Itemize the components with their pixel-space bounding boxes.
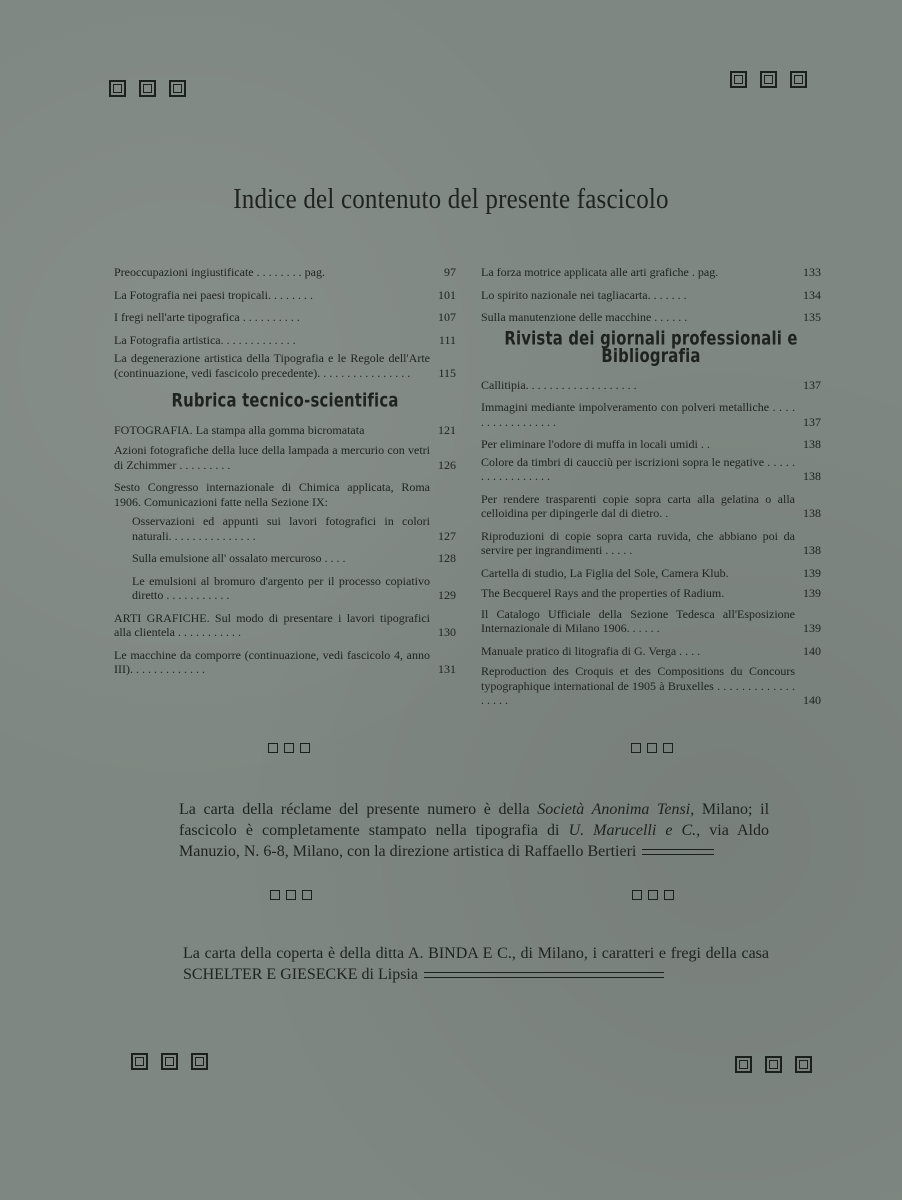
toc-entry[interactable] (481, 378, 821, 393)
square-ornament-icon (109, 80, 126, 97)
section-heading: Rubrica tecnico-scientifica (171, 389, 399, 412)
square-ornament-icon (169, 80, 186, 97)
toc-entry-title: I fregi nell'arte tipografica . . . . . . . . . . (114, 310, 300, 324)
toc-entry[interactable] (481, 437, 821, 452)
toc-entry-title: Le macchine da comporre (continuazione, vedi fascicolo 4, anno III). . . . . . . . . . . . . (114, 647, 430, 676)
note-text: La carta della coperta è della ditta A. BINDA E C., di Milano, i caratteri e fregi della casa SCHELTER E GIESECKE di Lipsia (183, 945, 769, 983)
square-ornament-icon (790, 71, 807, 88)
ornament-bottom-right (735, 1056, 812, 1073)
square-ornament-icon (286, 890, 296, 900)
toc-entry-page: 111 (438, 332, 456, 347)
square-ornament-icon (664, 890, 674, 900)
toc-entry-page: 134 (803, 287, 821, 302)
note-printer-name: U. Marucelli e C., (568, 822, 701, 839)
cover-note (183, 943, 769, 985)
toc-entry-page: 131 (438, 662, 456, 676)
ornament-mid-right (631, 743, 673, 753)
square-ornament-icon (647, 743, 657, 753)
note-company-name: Società Anonima Tensi, (537, 801, 695, 818)
toc-entry[interactable] (114, 265, 456, 280)
toc-entry-page: 121 (438, 422, 456, 437)
square-ornament-icon (795, 1056, 812, 1073)
toc-entry-title: Lo spirito nazionale nei tagliacarta. . . . . . . (481, 287, 687, 302)
note-text: La carta della réclame del presente numero è della (179, 801, 538, 818)
ornament-top-right (730, 71, 807, 88)
toc-entry[interactable] (114, 574, 456, 603)
ornament-top-left (109, 80, 186, 97)
toc-entry-title: La degenerazione artistica della Tipografia e le Regole dell'Arte (continuazione, vedi fascicolo precedente). . . . . . . . . . . . . . . . (114, 351, 430, 380)
toc-entry-title: Osservazioni ed appunti sui lavori fotografici in colori naturali. . . . . . . . . . . . . . . (132, 514, 430, 543)
toc-entry-title: La Fotografia nei paesi tropicali. . . . . . . . (114, 287, 313, 302)
square-ornament-icon (161, 1053, 178, 1070)
toc-entry-title: La forza motrice applicata alle arti grafiche . pag. (481, 265, 719, 279)
square-ornament-icon (735, 1056, 752, 1073)
toc-entry[interactable] (481, 492, 821, 521)
toc-entry-title: Sesto Congresso internazionale di Chimica applicata, Roma 1906. Comunicazioni fatte nella Sezione IX: (114, 480, 430, 509)
toc-entry-page: 138 (803, 506, 821, 520)
toc-entry-page: 135 (803, 310, 821, 324)
toc-entry[interactable] (114, 351, 456, 380)
toc-entry-page: 101 (438, 287, 456, 302)
toc-entry[interactable] (114, 310, 456, 325)
toc-entry[interactable] (481, 586, 821, 601)
toc-entry[interactable] (481, 455, 821, 484)
square-ornament-icon (131, 1053, 148, 1070)
toc-entry-title: Il Catalogo Ufficiale della Sezione Tedesca all'Esposizione Internazionale di Milano 1906. . . . . . (481, 606, 795, 635)
toc-entry-title: Sulla manutenzione delle macchine . . . . . . (481, 310, 688, 324)
ornament-lower-right (632, 890, 674, 900)
toc-entry-page: 138 (803, 469, 821, 483)
toc-entry[interactable] (481, 644, 821, 659)
square-ornament-icon (302, 890, 312, 900)
toc-entry-title: Manuale pratico di litografia di G. Verga . . . . (481, 643, 701, 658)
square-ornament-icon (284, 743, 294, 753)
toc-entry-page: 138 (803, 437, 821, 451)
square-ornament-icon (270, 890, 280, 900)
toc-entry-title: Azioni fotografiche della luce della lampada a mercurio con vetri di Zchimmer . . . . . . . . . (114, 443, 430, 472)
toc-entry-page: 133 (803, 265, 821, 279)
toc-entry-title: FOTOGRAFIA. La stampa alla gomma bicromatata (114, 422, 365, 437)
toc-entry-title: Per rendere trasparenti copie sopra carta alla gelatina o alla celloidina per dipingerle dal di dietro. . (481, 491, 795, 520)
square-ornament-icon (632, 890, 642, 900)
toc-entry[interactable] (481, 664, 821, 708)
toc-entry-title: The Becquerel Rays and the properties of Radium. (481, 586, 725, 600)
toc-entry-page: 97 (444, 265, 456, 279)
section-heading: Rivista dei giornali professionali e Bibliografia (504, 326, 798, 366)
toc-entry[interactable] (114, 648, 456, 677)
toc-entry-page: 140 (803, 693, 821, 707)
toc-entry[interactable] (114, 551, 456, 566)
toc-entry[interactable] (114, 611, 456, 640)
toc-entry-page: 138 (803, 543, 821, 557)
toc-entry-page: 140 (803, 643, 821, 658)
toc-entry-title: Preoccupazioni ingiustificate . . . . . . . . pag. (114, 265, 325, 279)
note-text: via Aldo Manuzio, N. 6-8, Milano, con la direzione artistica di Raffaello Bertieri (179, 822, 769, 860)
toc-entry-page: 107 (438, 310, 456, 324)
square-ornament-icon (765, 1056, 782, 1073)
right-column (481, 265, 821, 716)
toc-entry-page: 115 (438, 365, 456, 380)
double-rule (424, 972, 664, 978)
toc-entry-page: 139 (803, 621, 821, 635)
ornament-lower-left (270, 890, 312, 900)
square-ornament-icon (760, 71, 777, 88)
toc-entry-title: Callitipia. . . . . . . . . . . . . . . . . . . (481, 377, 637, 392)
toc-entry-page: 129 (438, 588, 456, 602)
double-rule (642, 849, 714, 855)
toc-entry-page: 127 (438, 528, 456, 543)
toc-entry-page: 139 (803, 565, 821, 580)
toc-entry-title: Per eliminare l'odore di muffa in locali umidi . . (481, 437, 710, 451)
toc-entry[interactable] (481, 265, 821, 280)
toc-entry-title: Riproduzioni di copie sopra carta ruvida, che abbiano poi da servire per ingrandimenti . . . . . (481, 528, 795, 557)
toc-entry-page: 130 (438, 625, 456, 639)
toc-entry-page: 139 (803, 586, 821, 600)
toc-entry-page: 126 (438, 457, 456, 472)
toc-entry-title: ARTI GRAFICHE. Sul modo di presentare i lavori tipografici alla clientela . . . . . . . . . . . (114, 610, 430, 639)
square-ornament-icon (139, 80, 156, 97)
square-ornament-icon (191, 1053, 208, 1070)
toc-entry[interactable] (481, 566, 821, 581)
note-text: Milano; il fascicolo è completamente stampato nella tipografia di (179, 801, 770, 839)
toc-entry[interactable] (481, 529, 821, 558)
toc-entry[interactable] (481, 310, 821, 325)
left-column (114, 265, 456, 685)
toc-entry (114, 480, 456, 509)
square-ornament-icon (268, 743, 278, 753)
toc-entry[interactable] (114, 423, 456, 438)
page-title: Indice del contenuto del presente fascicolo (233, 184, 669, 215)
toc-entry[interactable] (114, 514, 456, 543)
toc-entry[interactable] (114, 288, 456, 303)
square-ornament-icon (663, 743, 673, 753)
toc-entry-page: 128 (438, 551, 456, 565)
toc-entry-page: 137 (803, 414, 821, 429)
toc-entry[interactable] (114, 443, 456, 472)
square-ornament-icon (631, 743, 641, 753)
square-ornament-icon (730, 71, 747, 88)
toc-entry-title: Sulla emulsione all' ossalato mercuroso . . . . (132, 551, 346, 565)
square-ornament-icon (648, 890, 658, 900)
toc-entry-title: Immagini mediante impolveramento con polveri metalliche . . . . . . . . . . . . . . . . . (481, 400, 795, 429)
ornament-bottom-left (131, 1053, 208, 1070)
toc-entry[interactable] (481, 288, 821, 303)
toc-entry[interactable] (481, 400, 821, 429)
ornament-mid-left (268, 743, 310, 753)
toc-entry[interactable] (114, 333, 456, 348)
toc-entry-title: Cartella di studio, La Figlia del Sole, Camera Klub. (481, 565, 729, 580)
printing-note (179, 799, 769, 862)
toc-entry-title: Colore da timbri di caucciù per iscrizioni sopra le negative . . . . . . . . . . . . . . . . . (481, 454, 795, 483)
toc-entry[interactable] (481, 607, 821, 636)
toc-entry-title: Le emulsioni al bromuro d'argento per il processo copiativo diretto . . . . . . . . . . . (132, 573, 430, 602)
toc-entry-title: La Fotografia artistica. . . . . . . . . . . . . (114, 332, 296, 347)
square-ornament-icon (300, 743, 310, 753)
toc-entry-title: Reproduction des Croquis et des Compositions du Concours typographique international de 1905 à Bruxelles . . . . . . . . . . . . . . . . . . (481, 664, 795, 707)
toc-entry-page: 137 (803, 377, 821, 392)
